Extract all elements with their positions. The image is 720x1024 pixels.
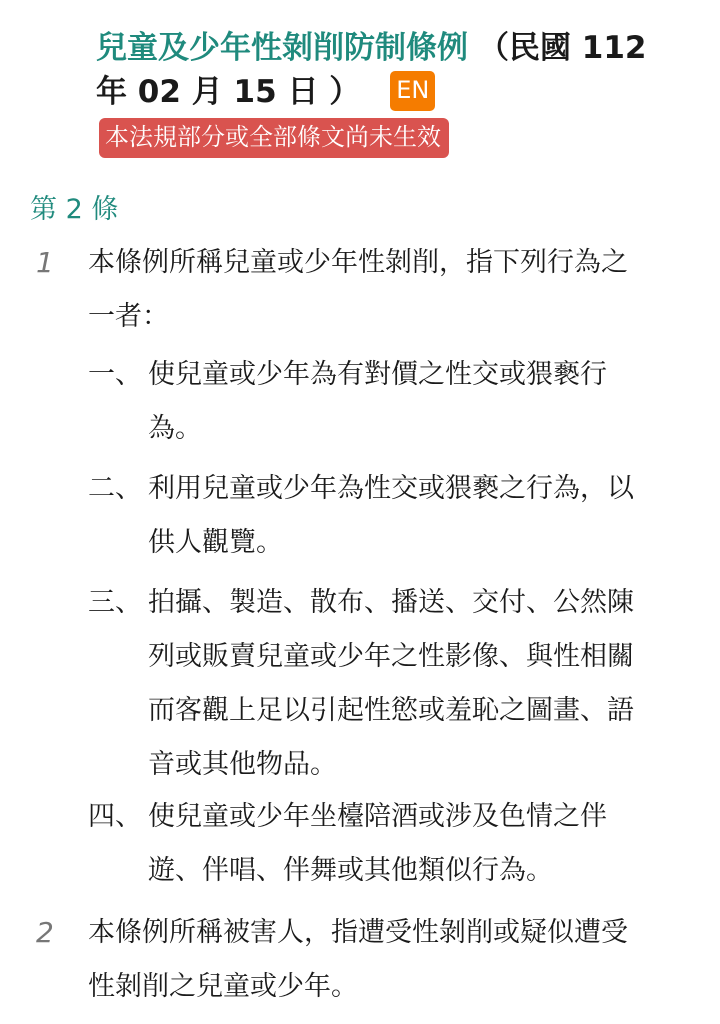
paragraph-2 [36, 906, 696, 1014]
paragraph-line: 性剝削之兒童或少年。 [88, 971, 358, 1002]
paragraph-number: 2 [36, 916, 54, 949]
title-line-1 [96, 26, 686, 70]
item-text [148, 790, 688, 898]
item-line: 使兒童或少年為有對價之性交或猥褻行 [148, 359, 607, 390]
item-line: 音或其他物品。 [148, 749, 337, 780]
item-line: 利用兒童或少年為性交或猥褻之行為，以 [148, 473, 634, 504]
paragraph-line: 一者： [88, 301, 169, 332]
paragraph-text [88, 906, 696, 1014]
item-line: 而客觀上足以引起性慾或羞恥之圖畫、語 [148, 695, 634, 726]
item-mark: 三、 [88, 587, 142, 618]
english-version-button[interactable]: EN [390, 71, 435, 111]
law-date-part2: 年 02 月 15 日 ） [96, 74, 361, 110]
paragraph-text [88, 236, 696, 344]
list-item-3 [88, 576, 688, 792]
article-number: 第 2 條 [30, 194, 119, 225]
list-item-2 [88, 462, 688, 570]
paragraph-line: 本條例所稱兒童或少年性剝削，指下列行為之 [88, 247, 628, 278]
item-mark: 一、 [88, 359, 142, 390]
list-item-1 [88, 348, 688, 456]
paragraph-number: 1 [36, 246, 54, 279]
paragraph-line: 本條例所稱被害人，指遭受性剝削或疑似遭受 [88, 917, 628, 948]
paragraph-1 [36, 236, 696, 344]
item-text [148, 348, 688, 456]
item-line: 遊、伴唱、伴舞或其他類似行為。 [148, 855, 553, 886]
law-date-part1: （民國 112 [478, 30, 647, 66]
item-line: 為。 [148, 413, 202, 444]
title-line-2 [96, 70, 686, 114]
item-line: 供人觀覽。 [148, 527, 283, 558]
list-item-4 [88, 790, 688, 898]
item-line: 列或販賣兒童或少年之性影像、與性相關 [148, 641, 634, 672]
item-line: 拍攝、製造、散布、播送、交付、公然陳 [148, 587, 634, 618]
item-text [148, 576, 688, 792]
item-line: 使兒童或少年坐檯陪酒或涉及色情之伴 [148, 801, 607, 832]
law-header [96, 26, 686, 158]
law-title-link[interactable]: 兒童及少年性剝削防制條例 [96, 30, 468, 66]
item-text [148, 462, 688, 570]
item-mark: 四、 [88, 801, 142, 832]
not-in-effect-notice: 本法規部分或全部條文尚未生效 [99, 118, 449, 158]
item-mark: 二、 [88, 473, 142, 504]
